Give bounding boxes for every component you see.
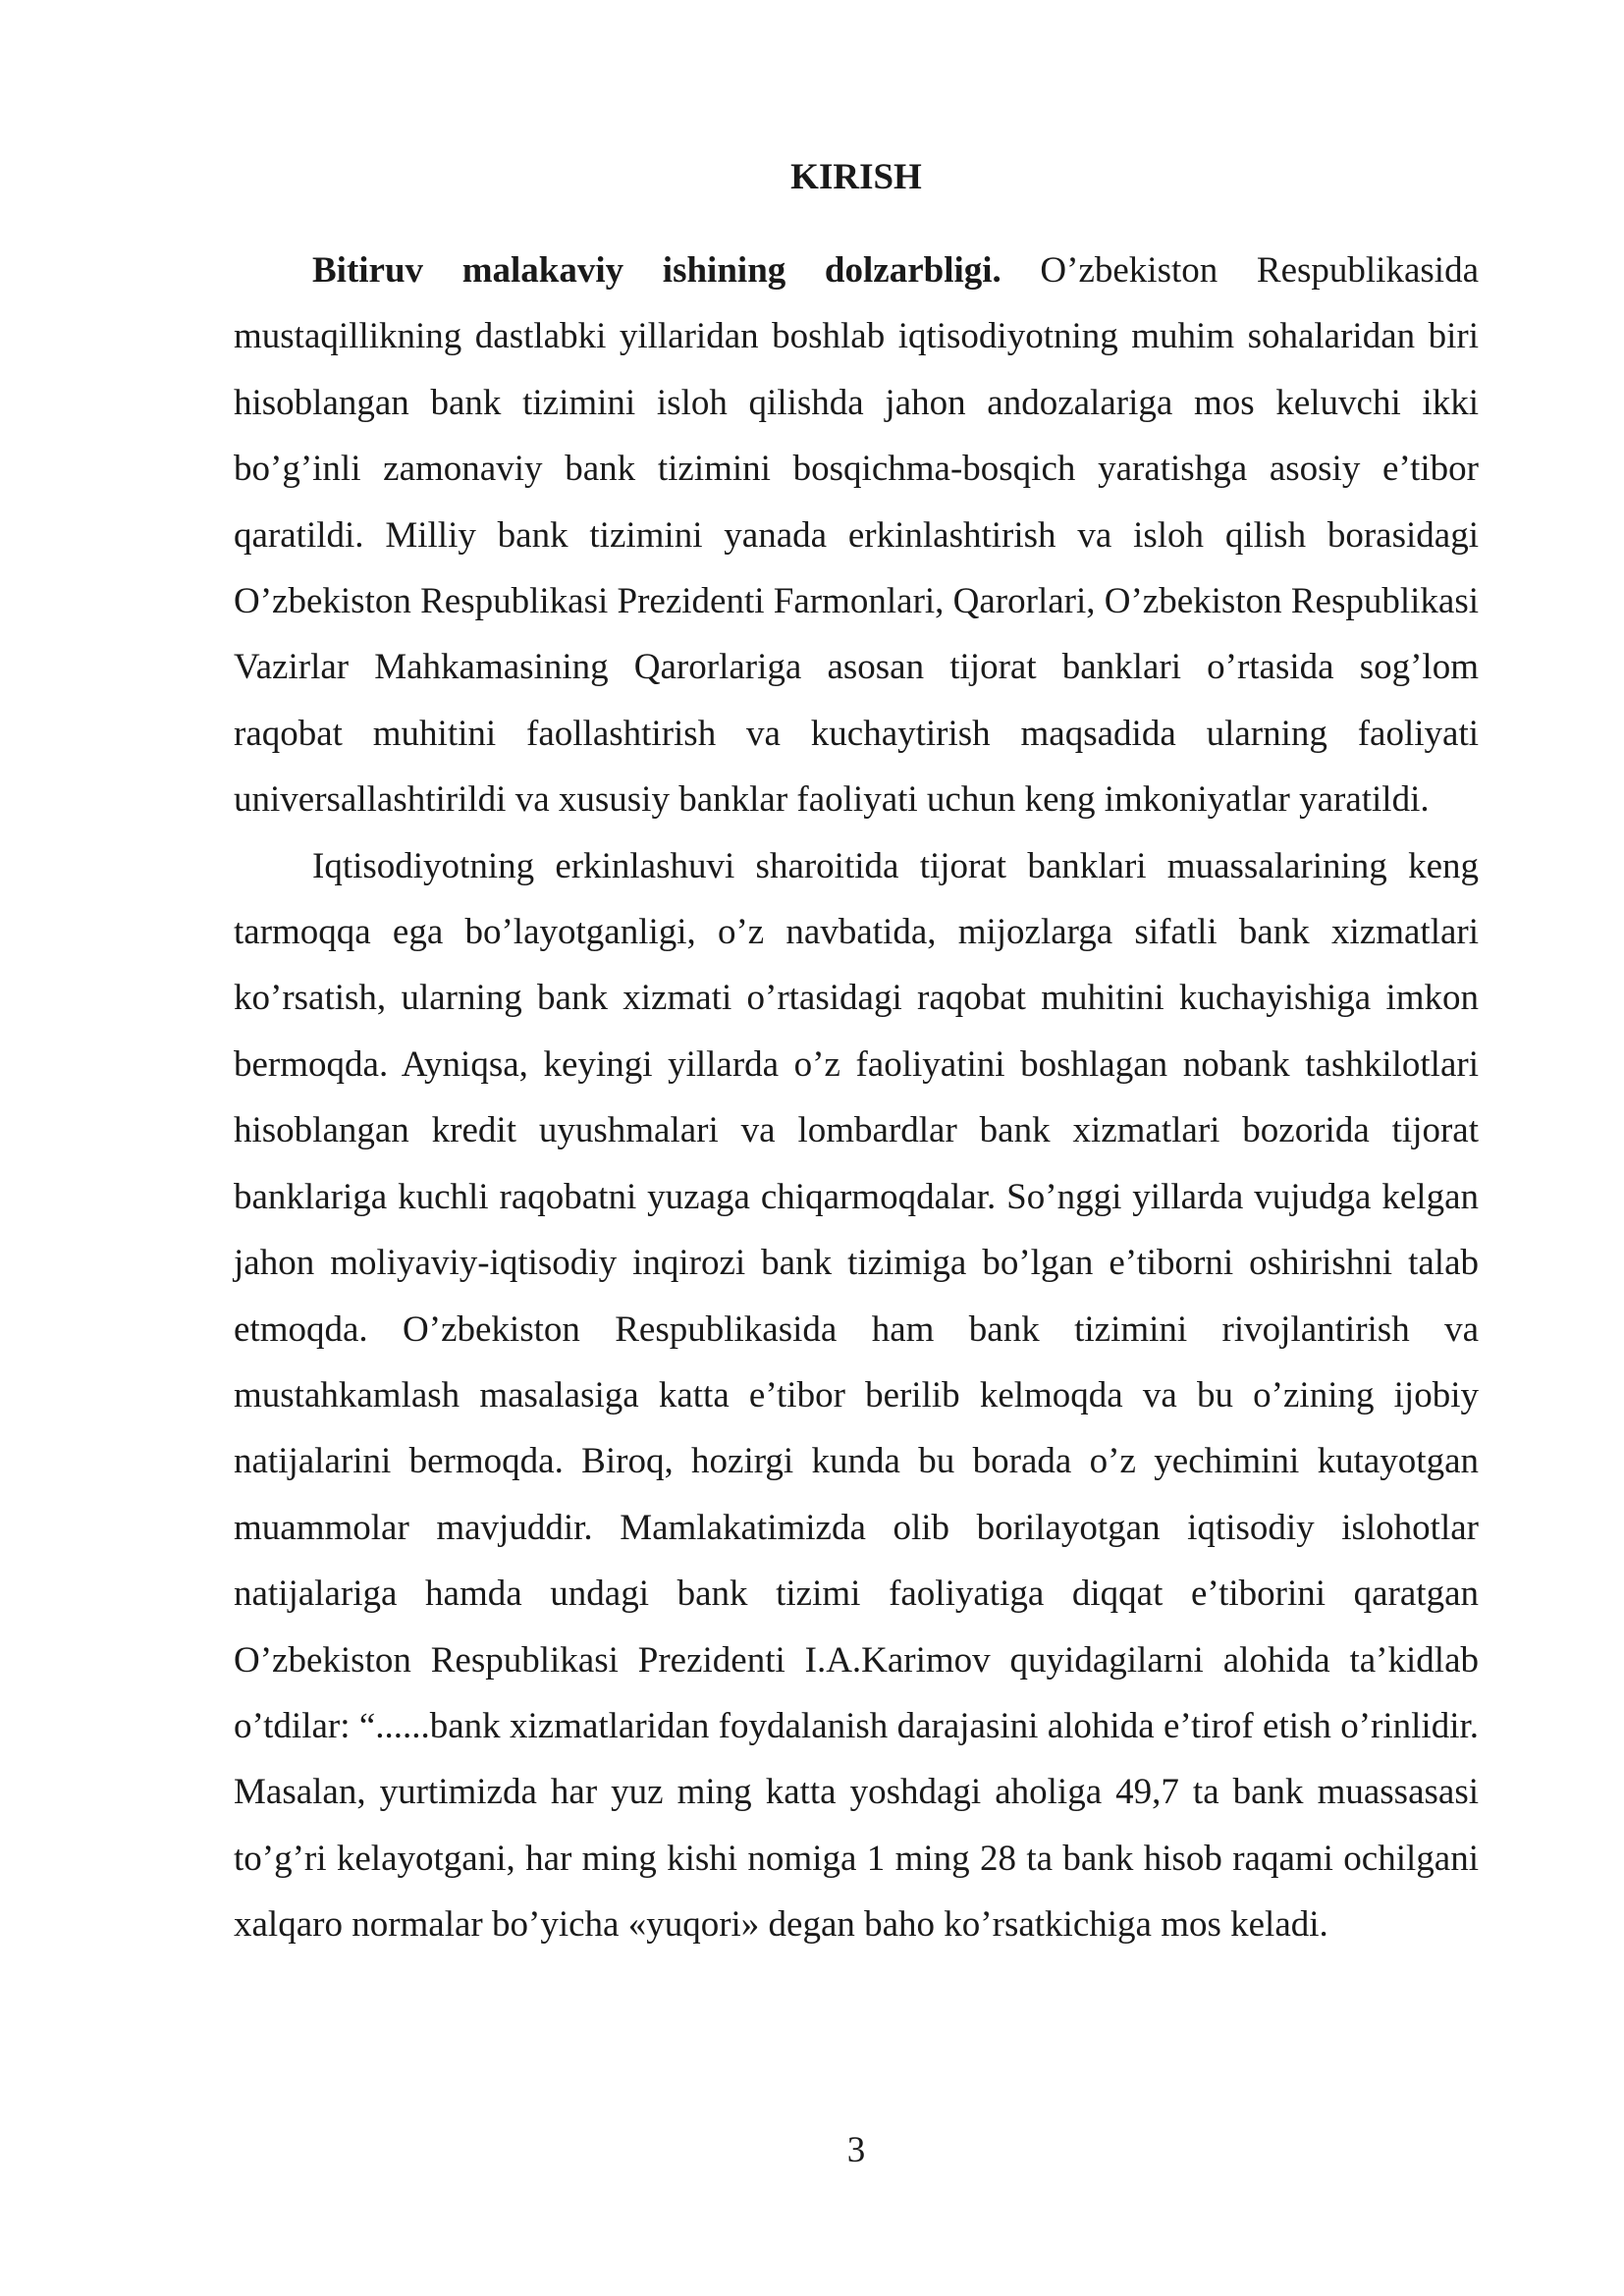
paragraph-text: Iqtisodiyotning erkinlashuvi sharoitida tijorat banklari muassalarining keng tarmoqqa ega bo’layotganligi, o’z navbatida, mijozlarga sifatli bank xizmatlari ko’rsatish, ularning bank xizmati o’rtasidagi raqobat muhitini kuchayishiga imkon bermoqda. Ayniqsa, keyingi yillarda o’z faoliyatini boshlagan nobank tashkilotlari hisoblangan kredit uyushmalari va lombardlar bank xizmatlari bozorida tijorat banklariga kuchli raqobatni yuzaga chiqarmoqdalar. So’nggi yillarda vujudga kelgan jahon moliyaviy-iqtisodiy inqirozi bank tizimiga bo’lgan e’tiborni oshirishni talab etmoqda. O’zbekiston Respublikasida ham bank tizimini rivojlantirish va mustahkamlash masalasiga katta e’tibor berilib kelmoqda va bu o’zining ijobiy natijalarini bermoqda. Biroq, hozirgi kunda bu borada o’z yechimini kutayotgan muammolar mavjuddir. Mamlakatimizda olib borilayotgan iqtisodiy islohotlar natijalariga hamda undagi bank tizimi faoliyatiga diqqat e’tiborini qaratgan O’zbekiston Respublikasi Prezidenti I.A.Karimov quyidagilarni alohida ta’kidlab o’tdilar: “......bank xizmatlaridan foydalanish darajasini alohida e’tirof etish o’rinlidir. Masalan, yurtimizda har yuz ming katta yoshdagi aholiga 49,7 ta bank muassasasi to’g’ri kelayotgani, har ming kishi nomiga 1 ming 28 ta bank hisob raqami ochilgani xalqaro normalar bo’yicha «yuqori» degan baho ko’rsatkichiga mos keladi. [234,845,1479,1946]
paragraph-lead: Bitiruv malakaviy ishining dolzarbligi. [312,250,1001,291]
paragraph-text: O’zbekiston Respublikasida mustaqillikning dastlabki yillaridan boshlab iqtisodiyotning muhim sohalaridan biri hisoblangan bank tizimini isloh qilishda jahon andozalariga mos keluvchi ikki bo’g’inli zamonaviy bank tizimini bosqichma-bosqich yaratishga asosiy e’tibor qaratildi. Milliy bank tizimini yanada erkinlashtirish va isloh qilish borasidagi O’zbekiston Respublikasi Prezidenti Farmonlari, Qarorlari, O’zbekiston Respublikasi Vazirlar Mahkamasining Qarorlariga asosan tijorat banklari o’rtasida sog’lom raqobat muhitini faollashtirish va kuchaytirish maqsadida ularning faoliyati universallashtirildi va xususiy banklar faoliyati uchun keng imkoniyatlar yaratildi. [234,250,1480,821]
paragraph-2 [234,833,1479,1958]
paragraph-1 [234,238,1479,833]
page-number: 3 [846,2130,866,2170]
section-title: KIRISH [790,157,922,197]
body-text [234,238,1479,1958]
